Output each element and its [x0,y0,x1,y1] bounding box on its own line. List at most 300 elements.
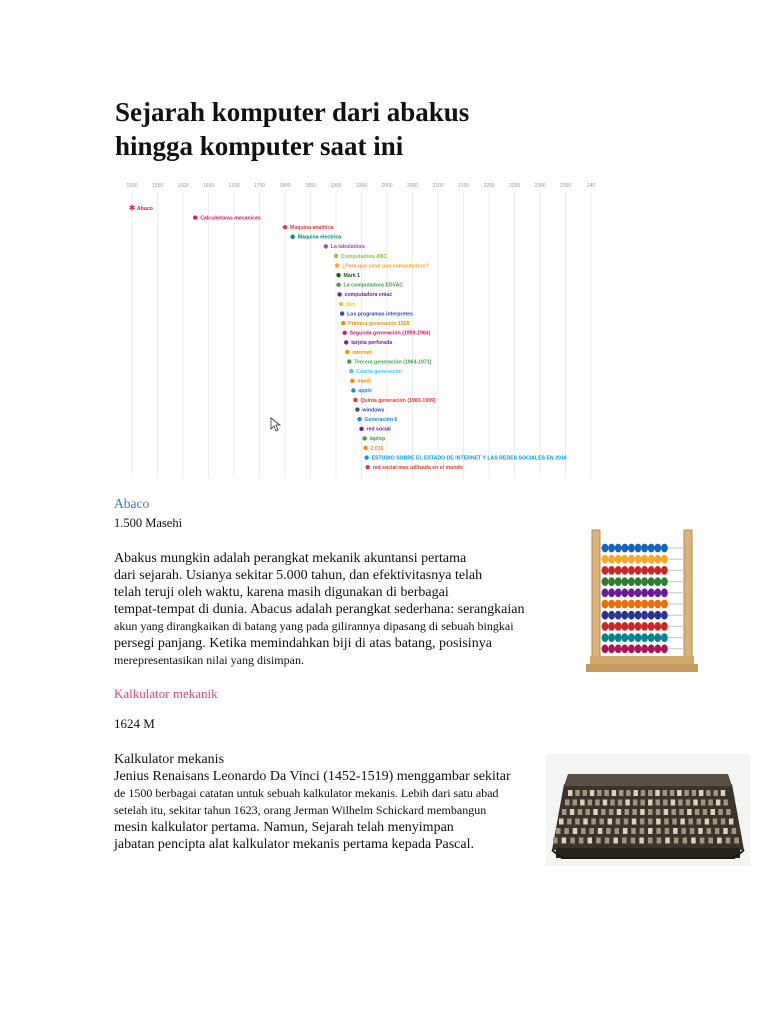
abacus-bead [635,633,642,642]
paragraph-line: Kalkulator mekanis [114,752,225,767]
event-dot [335,263,339,267]
section-date-kalkulator: 1624 M [114,716,155,731]
calculator-key [664,809,669,815]
abacus-bead [648,622,655,631]
abacus-bead [654,555,661,564]
calculator-key [583,790,588,796]
abacus-bead [615,622,622,631]
timeline-chart [118,178,594,482]
abacus-bead [608,566,615,575]
mechanical-calculator-image [546,754,750,866]
calculator-key [708,838,713,844]
calculator-key [723,828,728,834]
abacus-bead [602,577,609,586]
section-heading-abaco: Abaco [114,496,150,511]
abacus-bead [628,566,635,575]
calculator-key [573,828,578,834]
calculator-key [589,828,594,834]
calculator-key [671,809,676,815]
abacus-bead [621,633,628,642]
calculator-key [670,790,675,796]
paragraph-line: tempat-tempat di dunia. Abacus adalah perangkat sederhana: serangkaian [114,602,525,617]
event-label: Computadora ABC [341,253,388,260]
timeline-event [359,427,391,433]
event-dot [290,235,294,239]
timeline-events [129,204,567,472]
year-tick-label: 2200 [483,183,495,189]
calculator-key [580,800,585,806]
abacus-bead [648,566,655,575]
abacus-bead [661,611,668,620]
calculator-key [609,809,613,815]
abacus-bead [602,622,609,631]
abacus-bead [615,544,622,553]
abacus-bead [648,544,655,553]
calculator-key [718,809,723,815]
calculator-key [716,800,721,806]
event-label: Mark 1 [343,273,360,279]
calculator-key [588,838,593,844]
abacus-bead [635,611,642,620]
timeline-event [362,436,385,442]
calculator-key [648,790,653,796]
calculator-key [699,790,704,796]
abacus-bead [641,566,648,575]
event-dot [362,436,366,440]
section-date-abaco: 1.500 Masehi [114,516,183,530]
calculator-key [615,828,620,834]
abacus-bead [615,644,622,653]
abacus-bead [641,633,648,642]
calculator-key [665,838,670,844]
abacus-bead [641,622,648,631]
calculator-key [726,838,731,844]
calculator-key [553,838,558,844]
calculator-key [732,828,737,834]
calculator-key [562,838,567,844]
paragraph-line: dari sejarah. Usianya sekitar 5.000 tahun, dan efektivitasnya telah [114,568,483,583]
abacus-bead [628,588,635,597]
calculator-key [697,819,702,825]
calculator-key [624,819,629,825]
abacus-bead [602,600,609,609]
abacus-bead [602,633,609,642]
event-label: tarjeta perforada [351,340,393,347]
calculator-key [632,819,637,825]
calculator-key [679,809,684,815]
abacus-bead [654,600,661,609]
calculator-key [612,790,617,796]
paragraph-line: Jenius Renaisans Leonardo Da Vinci (1452-1519) menggambar sekitar [114,769,511,784]
calculator-key [606,828,611,834]
calculator-key [578,809,583,815]
event-dot [337,292,341,296]
calculator-key [726,809,731,815]
calculator-key [715,828,720,834]
calculator-key [713,790,718,796]
mouse-cursor-icon [271,418,280,431]
event-label: red social [366,426,391,433]
timeline-event [349,369,402,375]
calculator-key [713,819,718,825]
abacus-bead [648,577,655,586]
calculator-key [690,828,695,834]
event-dot [336,283,340,287]
timeline-year-axis [126,183,595,189]
event-label: Calculadoras mecanicas [200,215,261,222]
year-tick-label: 1550 [151,183,164,189]
abacus-bead [621,544,628,553]
timeline-event [324,244,365,250]
calculator-key [681,828,686,834]
abacus-bead [641,555,648,564]
year-tick-label: 1850 [304,183,317,189]
event-label: Abaco [137,205,153,212]
event-dot [349,369,353,373]
calculator-key [556,828,561,834]
abacus-bead [648,600,655,609]
abacus-bead [602,544,609,553]
abacus-bead [654,644,661,653]
abacus-bead [654,566,661,575]
event-label: La computadora EDVAC [343,282,404,289]
page-title [115,95,575,163]
calculator-key [604,790,609,796]
abacus-bead [635,622,642,631]
abacus-bead [641,577,648,586]
abacus-bead [602,611,609,620]
event-dot [341,321,345,325]
calculator-key [632,809,637,815]
abacus-bead [648,633,655,642]
event-dot [347,359,351,363]
calculator-key [623,828,628,834]
calculator-key [622,838,627,844]
calculator-key [655,790,660,796]
calculator-key [656,800,661,806]
calculator-key [695,809,700,815]
timeline-event [283,225,334,231]
section-paragraph-abaco [114,550,525,669]
event-dot [193,215,197,219]
abacus-bead [648,644,655,653]
calculator-key [573,800,578,806]
abacus-bead [602,588,609,597]
timeline-event [353,398,436,404]
event-label: Tercera generación (1964-1971) [354,359,432,366]
abacus-bead [608,600,615,609]
calculator-key [664,819,669,825]
calculator-key [588,800,593,806]
event-dot [336,273,340,277]
calculator-key [717,838,722,844]
abacus-bead [654,577,661,586]
calculator-key [648,838,653,844]
calculator-key [595,800,600,806]
abacus-bead [635,566,642,575]
calculator-key [631,838,636,844]
abacus-bead [608,644,615,653]
calculator-key [721,790,726,796]
event-star-icon: ✱ [128,203,136,213]
calculator-key [707,828,712,834]
year-tick-label: 1950 [355,183,368,189]
calculator-key [585,809,590,815]
abacus-bead [602,644,609,653]
calculator-key [656,828,661,834]
abacus-bead [628,577,635,586]
event-label: Los programas interpretes [347,311,413,318]
calculator-key [608,819,613,825]
abacus-bead [661,600,668,609]
timeline-event [350,379,371,385]
calculator-key [596,838,601,844]
abacus-bead [608,633,615,642]
calculator-key [708,800,713,806]
abacus-bead [621,577,628,586]
calculator-key [683,838,688,844]
event-label: internet [352,349,372,356]
event-dot [344,340,348,344]
abacus-bead [635,577,642,586]
timeline-event [365,465,462,471]
calculator-key [640,819,645,825]
year-tick-label: 1650 [202,183,215,189]
calculator-key [663,790,668,796]
abacus-bead [641,588,648,597]
calculator-key [625,809,630,815]
calculator-key [568,790,573,796]
abacus-bead [641,644,648,653]
calculator-key [721,819,726,825]
abacus-bead [628,633,635,642]
calculator-key [640,828,645,834]
event-label: windows [362,407,385,414]
calculator-key [616,819,621,825]
calculator-key [698,828,703,834]
abacus-bead [608,544,615,553]
abacus-bead [661,544,668,553]
abacus-bead [654,633,661,642]
abacus-bead [628,644,635,653]
section-heading-kalkulator: Kalkulator mekanik [114,686,218,701]
timeline-event [334,254,388,260]
calculator-key [570,838,575,844]
year-tick-label: 2300 [534,183,546,189]
calculator-key [734,838,739,844]
abacus-bead [615,555,622,564]
event-label: Quinta generación (1983-1999) [360,397,436,404]
timeline-event [341,321,410,327]
calculator-key [706,790,711,796]
calculator-key [565,800,570,806]
timeline-event [351,388,372,394]
abacus-bead [661,566,668,575]
abacus-bead [621,555,628,564]
abacus-bead [635,588,642,597]
calculator-key [684,790,689,796]
calculator-key [671,800,676,806]
abacus-bead [654,622,661,631]
timeline-event [336,273,360,279]
abacus-bead [602,555,609,564]
abacus-bead [628,544,635,553]
abacus-bead [654,544,661,553]
calculator-key [575,790,580,796]
event-label: Maquina electrica [297,234,342,241]
abacus-bead [635,600,642,609]
timeline-event [335,263,429,269]
timeline-event [337,292,392,298]
timeline-event [357,417,397,423]
timeline-event [290,235,341,241]
calculator-key [640,800,645,806]
calculator-key [678,800,683,806]
event-dot [334,254,338,258]
abacus-bead [608,577,615,586]
abacus-bead [615,566,622,575]
abacus-bead [648,611,655,620]
event-dot [350,379,354,383]
calculator-key [648,809,653,815]
event-dot [364,455,368,459]
abacus-bead [621,588,628,597]
event-label: La tabuladora [330,244,365,251]
calculator-key [619,790,624,796]
calculator-key [674,838,679,844]
calculator-key [603,800,608,806]
abacus-bead [615,577,622,586]
title-line-2: hingga komputer saat ini [115,131,404,161]
calculator-key [700,838,705,844]
calculator-key [711,809,716,815]
calculator-key [617,809,622,815]
timeline-event [364,455,566,461]
calculator-key [570,809,575,815]
calculator-key [581,828,586,834]
abacus-bead [615,588,622,597]
calculator-key [639,838,644,844]
abacus-bead [621,566,628,575]
abacus-bead [635,644,642,653]
abacus-image [584,528,700,674]
calculator-key [633,790,638,796]
abacus-bead [661,644,668,653]
calculator-key [598,828,603,834]
event-label: Maquina analitica [290,225,334,231]
calculator-key [657,838,662,844]
calculator-key [641,790,646,796]
title-line-1: Sejarah komputer dari abakus [115,97,470,127]
calculator-key [656,819,661,825]
timeline-event [347,359,432,365]
timeline-event [339,302,356,308]
event-dot [365,465,369,469]
abacus-bead [608,611,615,620]
abacus-bead [648,588,655,597]
abacus-bead [608,555,615,564]
abacus-bead [654,588,661,597]
calculator-key [680,819,685,825]
event-label: apple [358,388,372,395]
event-dot [351,388,355,392]
event-label: 2.016 [370,445,384,452]
year-tick-label: 1600 [177,183,189,189]
calculator-key [590,790,595,796]
calculator-key [677,790,682,796]
year-tick-label: 2150 [457,183,470,189]
calculator-key [672,819,677,825]
calculator-key [618,800,623,806]
calculator-key [610,800,615,806]
calculator-key [686,800,691,806]
abacus-bead [635,544,642,553]
event-dot [340,311,344,315]
calculator-key [633,800,638,806]
abacus-bead [602,566,609,575]
abacus-bead [661,633,668,642]
abacus-bead [661,577,668,586]
calculator-key [631,828,636,834]
year-tick-label: 240 [586,183,596,189]
timeline-event [193,215,261,221]
event-dot [339,302,343,306]
event-label: Ibm [346,301,356,308]
calculator-key [605,838,610,844]
calculator-key [599,819,604,825]
timeline-event [355,407,384,413]
abacus-bead [628,611,635,620]
event-dot [342,331,346,335]
abacus-bead [608,588,615,597]
calculator-key [597,790,602,796]
timeline-event [340,311,413,317]
calculator-key [656,809,661,815]
abacus-bead [641,600,648,609]
paragraph-line: persegi panjang. Ketika memindahkan biji di atas batang, posisinya [114,636,492,651]
calculator-key [729,819,734,825]
paragraph-line: telah teruji oleh waktu, karena masih digunakan di berbagai [114,585,449,600]
year-tick-label: 1700 [228,183,240,189]
event-label: computadora eniac [344,292,393,299]
event-dot [283,225,287,229]
event-label: Primera generación 1958 [348,321,410,327]
abacus-bead [621,644,628,653]
paragraph-line: de 1500 berbagai catatan untuk sebuah kalkulator mekanis. Lebih dari satu abad [114,786,499,800]
timeline-event [344,340,392,346]
calculator-key [626,790,631,796]
year-tick-label: 1900 [330,183,342,189]
timeline-event [342,331,430,337]
calculator-key [579,838,584,844]
year-tick-label: 2100 [432,183,444,189]
year-tick-label: 1800 [279,183,291,189]
abacus-bead [641,611,648,620]
year-tick-label: 1500 [126,183,138,189]
calculator-key [692,790,697,796]
calculator-key [701,800,706,806]
abacus-bead [635,555,642,564]
calculator-key [688,819,693,825]
abacus-bead [628,600,635,609]
event-label: Generación 6 [364,417,398,423]
calculator-key [687,809,692,815]
paragraph-line: akun yang dirangkaikan di batang yang pada gilirannya dipasang di sebuah bingkai [114,619,514,633]
abacus-bead [628,555,635,564]
event-label: ESTUDIO SOBRE EL ESTADO DE INTERNET Y LAS REDES SOCIALES EN 2016 [371,455,567,462]
timeline-event [345,350,371,356]
calculator-key [705,819,710,825]
